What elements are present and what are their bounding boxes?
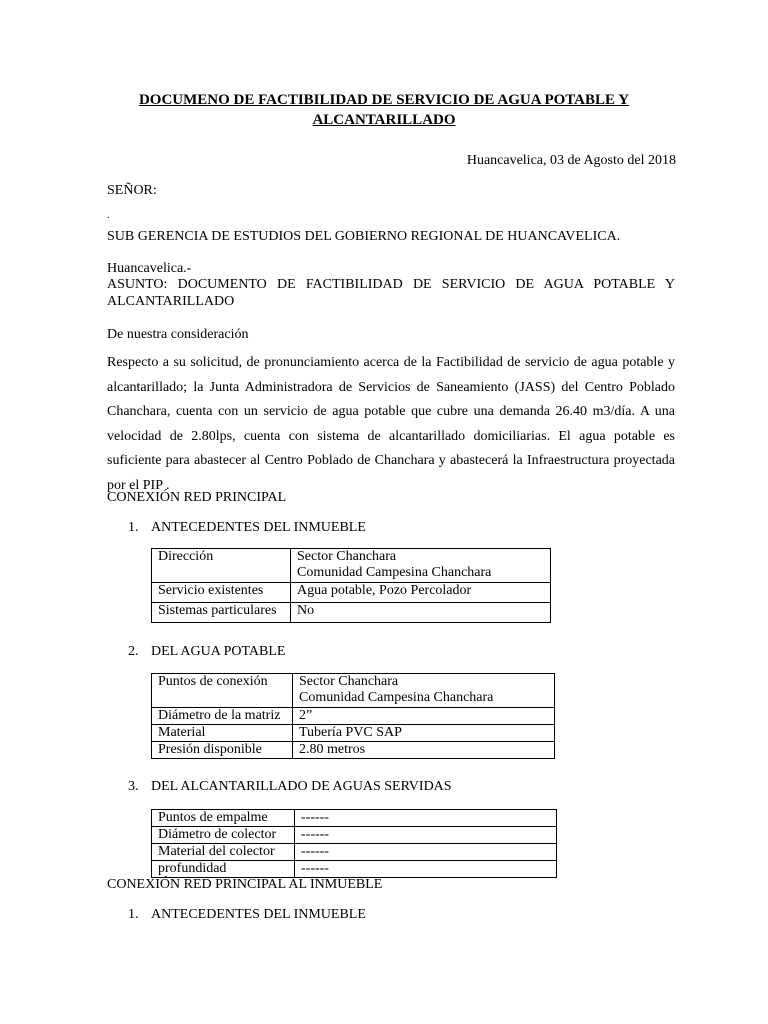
table-cell-label: Material (152, 725, 293, 742)
item-title-agua-potable: DEL AGUA POTABLE (151, 644, 286, 659)
table-row (152, 725, 555, 742)
body-paragraph: Respecto a su solicitud, de pronunciamiento acerca de la Factibilidad de servicio de agua potable y alcantarillado; la Junta Administradora de Servicios de Saneamiento (JASS) del Centro Poblado Chanchara, cuenta con un servicio de agua potable que cubre una demanda 26.40 m3/día. A una velocidad de 2.80lps, cuenta con sistema de alcantarillado domiciliarias. El agua potable es suficiente para abastecer al Centro Poblado de Chanchara y abastecerá la Infraestructura proyectada por el PIP . (107, 355, 675, 493)
table-row (152, 861, 557, 878)
salutation: SEÑOR: (107, 183, 157, 198)
table-antecedentes (151, 548, 551, 623)
table-cell-label: Servicio existentes (152, 583, 291, 603)
city: Huancavelica.- (107, 261, 192, 276)
table-cell-value: ------ (295, 844, 557, 861)
table-cell-value: Sector Chanchara Comunidad Campesina Chanchara (293, 674, 555, 708)
document-title-line1: DOCUMENO DE FACTIBILIDAD DE SERVICIO DE AGUA POTABLE Y (138, 92, 630, 108)
table-cell-value: 2” (293, 708, 555, 725)
table-cell-label: Sistemas particulares (152, 603, 291, 623)
table-row (152, 674, 555, 708)
document-title-line2: ALCANTARILLADO (312, 112, 456, 128)
table-cell-value: Agua potable, Pozo Percolador (291, 583, 551, 603)
table-cell-value: No (291, 603, 551, 623)
table-cell-value: 2.80 metros (293, 742, 555, 759)
table-cell-label: Diámetro de colector (152, 827, 295, 844)
table-agua-potable (151, 673, 555, 759)
document-date: Huancavelica, 03 de Agosto del 2018 (466, 153, 676, 168)
subject-line2: ALCANTARILLADO (107, 294, 235, 309)
table-alcantarillado (151, 809, 557, 878)
table-cell-label: Presión disponible (152, 742, 293, 759)
section-heading-red-inmueble: CONEXIÓN RED PRINCIPAL AL INMUEBLE (107, 877, 383, 892)
table-cell-label: Puntos de empalme (152, 810, 295, 827)
table-row (152, 844, 557, 861)
table-row (152, 583, 551, 603)
item-number: 1. (128, 520, 139, 535)
table-cell-label: Dirección (152, 549, 291, 583)
item-title-antecedentes-2: ANTECEDENTES DEL INMUEBLE (151, 907, 366, 922)
table-cell-value: Sector Chanchara Comunidad Campesina Chanchara (291, 549, 551, 583)
item-number: 1. (128, 907, 139, 922)
table-cell-label: Material del colector (152, 844, 295, 861)
table-cell-label: profundidad (152, 861, 295, 878)
table-cell-label: Puntos de conexión (152, 674, 293, 708)
table-row (152, 603, 551, 623)
item-title-alcantarillado: DEL ALCANTARILLADO DE AGUAS SERVIDAS (151, 779, 452, 794)
table-row (152, 742, 555, 759)
table-row (152, 827, 557, 844)
table-cell-value: ------ (295, 810, 557, 827)
item-number: 2. (128, 644, 139, 659)
section-heading-red-principal: CONEXIÓN RED PRINCIPAL (107, 490, 287, 505)
table-cell-label: Diámetro de la matriz (152, 708, 293, 725)
greeting: De nuestra consideración (107, 327, 249, 342)
separator-dot: . (107, 210, 110, 221)
table-row (152, 810, 557, 827)
table-row (152, 708, 555, 725)
item-title-antecedentes: ANTECEDENTES DEL INMUEBLE (151, 520, 366, 535)
table-cell-value: ------ (295, 861, 557, 878)
item-number: 3. (128, 779, 139, 794)
table-cell-value: Tubería PVC SAP (293, 725, 555, 742)
table-row (152, 549, 551, 583)
table-cell-value: ------ (295, 827, 557, 844)
subject-line1: ASUNTO: DOCUMENTO DE FACTIBILIDAD DE SERVICIO DE AGUA POTABLE Y (107, 277, 675, 292)
recipient: SUB GERENCIA DE ESTUDIOS DEL GOBIERNO REGIONAL DE HUANCAVELICA. (107, 229, 621, 244)
